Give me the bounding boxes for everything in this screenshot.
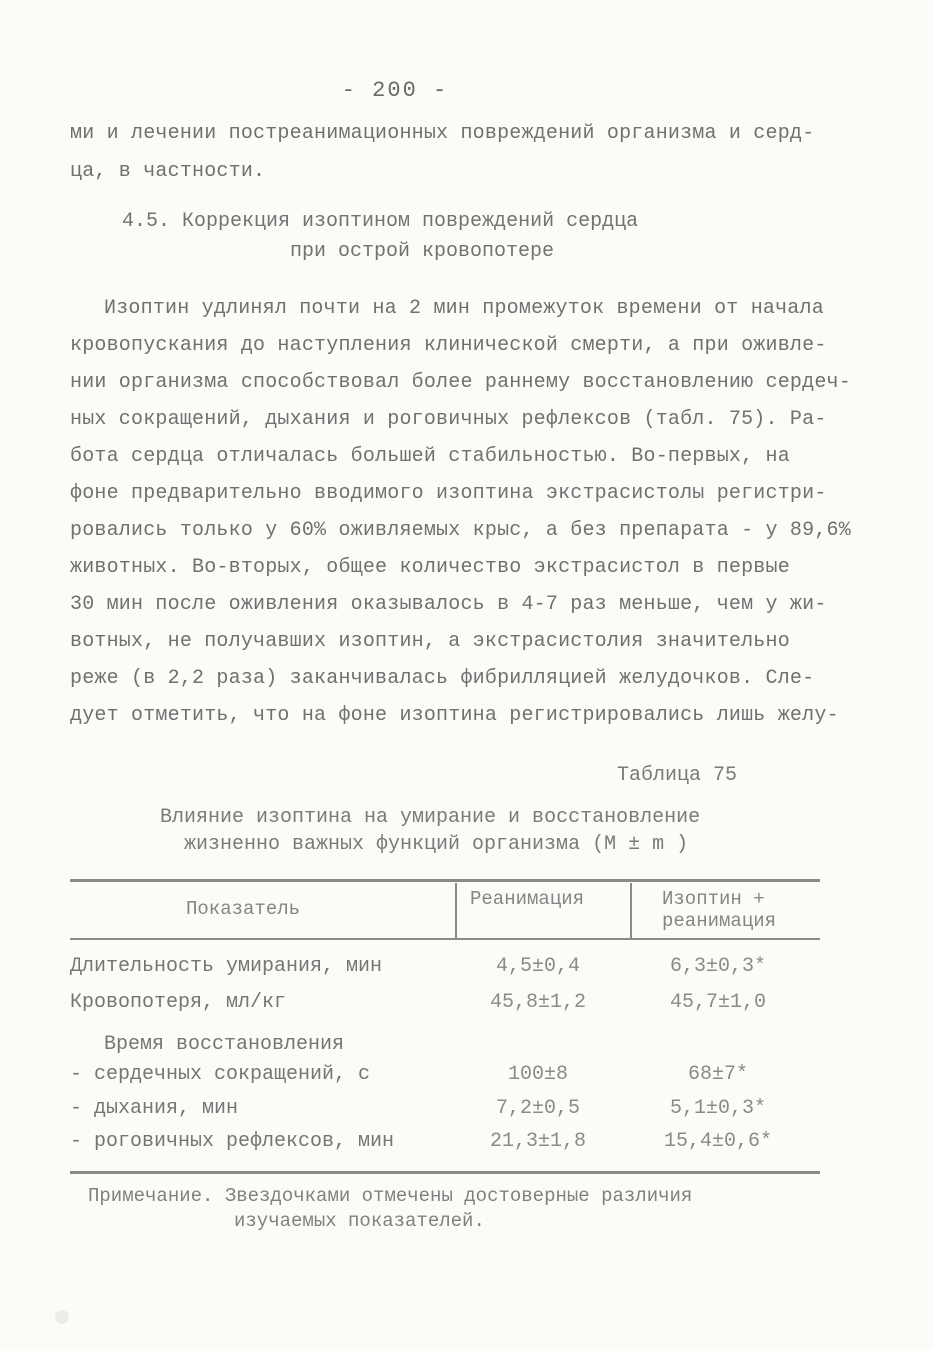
scan-smudge bbox=[55, 1310, 69, 1324]
table-row-label: - сердечных сокращений, с bbox=[70, 1063, 371, 1086]
body-line-8: животных. Во-вторых, общее количество экстрасистол в первые bbox=[70, 556, 790, 579]
table-row-label: Кровопотеря, мл/кг bbox=[70, 991, 287, 1014]
table-column-divider-2 bbox=[630, 883, 632, 939]
body-line-4: ных сокращений, дыхания и роговичных рефлексов (табл. 75). Ра- bbox=[70, 408, 827, 431]
table-cell-isoptin: 15,4±0,6* bbox=[663, 1130, 773, 1153]
page-number: - 200 - bbox=[341, 78, 449, 103]
table-label: Таблица 75 bbox=[617, 764, 738, 787]
body-line-3: нии организма способствовал более раннему восстановлению сердеч- bbox=[70, 371, 851, 394]
table-cell-reanimation: 45,8±1,2 bbox=[489, 991, 586, 1014]
table-cell-reanimation: 100±8 bbox=[507, 1063, 568, 1086]
body-line-2: кровопускания до наступления клинической смерти, а при оживле- bbox=[70, 334, 827, 357]
body-line-10: вотных, не получавших изоптин, а экстрасистолия значительно bbox=[70, 630, 790, 653]
intro-line-1: ми и лечении постреанимационных повреждений организма и серд- bbox=[70, 122, 815, 145]
table-cell-reanimation: 7,2±0,5 bbox=[495, 1097, 580, 1120]
table-top-rule bbox=[70, 879, 820, 882]
table-row-label: - роговичных рефлексов, мин bbox=[70, 1130, 395, 1153]
table-header-isoptin-line-1: Изоптин + bbox=[662, 888, 765, 910]
table-cell-reanimation: 21,3±1,8 bbox=[489, 1130, 586, 1153]
body-line-1: Изоптин удлинял почти на 2 мин промежуток времени от начала bbox=[104, 297, 824, 320]
table-cell-isoptin: 5,1±0,3* bbox=[669, 1097, 766, 1120]
table-column-divider-1 bbox=[455, 883, 457, 939]
table-cell-isoptin: 68±7* bbox=[687, 1063, 748, 1086]
table-header-isoptin-line-2: реанимация bbox=[662, 910, 777, 932]
body-line-12: дует отметить, что на фоне изоптина регистрировались лишь желу- bbox=[70, 704, 839, 727]
table-note-line-1: Примечание. Звездочками отмечены достоверные различия bbox=[88, 1185, 693, 1207]
body-line-6: фоне предварительно вводимого изоптина экстрасистолы регистри- bbox=[70, 482, 827, 505]
section-heading-line-2: при острой кровопотере bbox=[290, 240, 555, 263]
table-note-line-2: изучаемых показателей. bbox=[234, 1210, 485, 1232]
table-cell-reanimation: 4,5±0,4 bbox=[495, 955, 580, 978]
intro-line-2: ца, в частности. bbox=[70, 160, 266, 183]
body-line-7: ровались только у 60% оживляемых крыс, а без препарата - у 89,6% bbox=[70, 519, 851, 542]
table-bottom-rule bbox=[70, 1171, 820, 1174]
body-line-5: бота сердца отличалась большей стабильностью. Во-первых, на bbox=[70, 445, 790, 468]
body-line-9: 30 мин после оживления оказывалось в 4-7 раз меньше, чем у жи- bbox=[70, 593, 827, 616]
table-header-indicator: Показатель bbox=[186, 898, 301, 920]
body-line-11: реже (в 2,2 раза) заканчивалась фибрилляцией желудочков. Сле- bbox=[70, 667, 815, 690]
table-title-line-1: Влияние изоптина на умирание и восстановление bbox=[160, 806, 701, 829]
table-cell-isoptin: 6,3±0,3* bbox=[669, 955, 766, 978]
table-row-label: Длительность умирания, мин bbox=[70, 955, 383, 978]
table-cell-isoptin: 45,7±1,0 bbox=[669, 991, 766, 1014]
table-group-label: Время восстановления bbox=[104, 1033, 345, 1056]
table-title-line-2: жизненно важных функций организма (М ± m ) bbox=[184, 833, 689, 856]
table-header-reanimation: Реанимация bbox=[470, 888, 585, 910]
section-heading-line-1: 4.5. Коррекция изоптином повреждений сердца bbox=[122, 210, 639, 233]
table-header-rule bbox=[70, 938, 820, 940]
table-row-label: - дыхания, мин bbox=[70, 1097, 239, 1120]
